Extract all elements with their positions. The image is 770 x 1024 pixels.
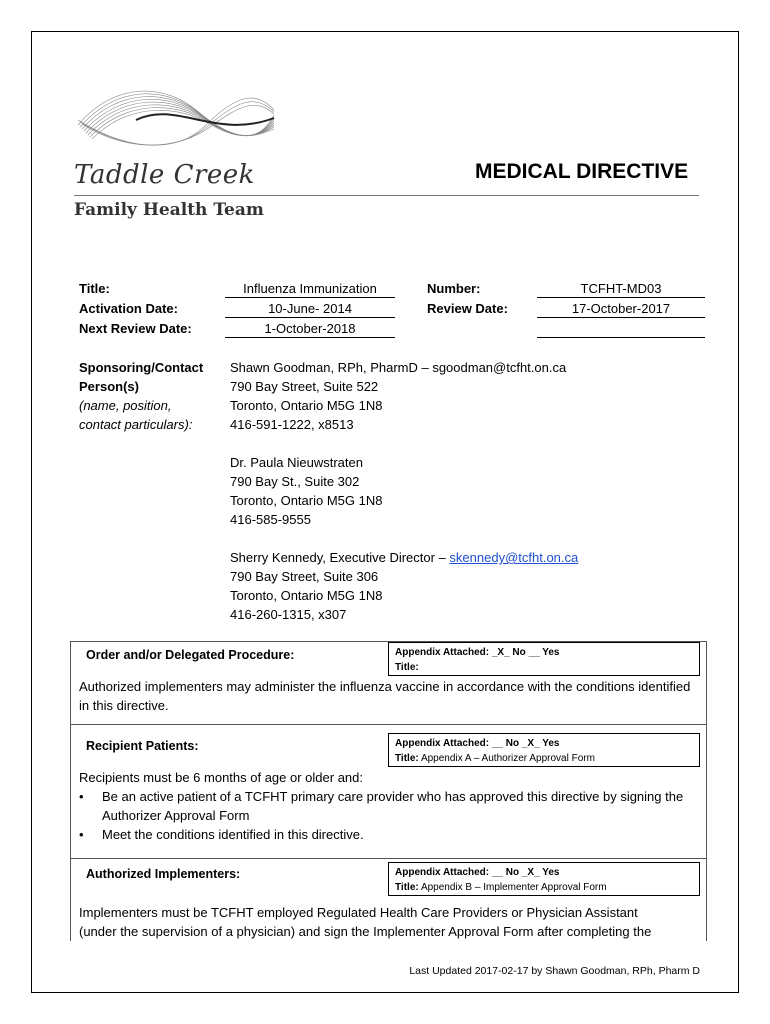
number-label: Number:: [427, 281, 481, 296]
activation-label: Activation Date:: [79, 301, 178, 316]
recipients-bullet-1-text: Be an active patient of a TCFHT primary care provider who has approved this directive by signing the Authorizer Approval Form: [102, 789, 684, 823]
contact-2-line-4: 416-585-9555: [230, 512, 311, 527]
bullet-icon: •: [79, 789, 84, 804]
order-appendix-line: Appendix Attached: _X_ No __ Yes: [395, 647, 560, 658]
activation-value: 10-June- 2014: [225, 300, 395, 318]
contact-3-line-3: Toronto, Ontario M5G 1N8: [230, 588, 383, 603]
implementers-appendix-title: [395, 880, 699, 895]
recipients-intro: Recipients must be 6 months of age or older and:: [79, 770, 363, 785]
contact-3-line-1: [230, 548, 578, 567]
recipients-heading: Recipient Patients:: [86, 739, 199, 753]
contact-1-line-4: 416-591-1222, x8513: [230, 417, 354, 432]
contact-2-line-3: Toronto, Ontario M5G 1N8: [230, 493, 383, 508]
implementers-title-value: Appendix B – Implementer Approval Form: [418, 882, 607, 893]
recipients-title-value: Appendix A – Authorizer Approval Form: [418, 753, 595, 764]
document-title: MEDICAL DIRECTIVE: [475, 160, 689, 183]
number-value: TCFHT-MD03: [537, 280, 705, 298]
implementers-appendix-line: Appendix Attached: __ No _X_ Yes: [395, 867, 560, 878]
review-value: 17-October-2017: [537, 300, 705, 318]
contact-2-line-2: 790 Bay St., Suite 302: [230, 474, 360, 489]
implementers-appendix-box: [388, 862, 700, 896]
order-heading: Order and/or Delegated Procedure:: [86, 648, 295, 662]
contact-label-1: Sponsoring/Contact: [79, 360, 204, 375]
document-page: [31, 31, 739, 993]
order-appendix-box: [388, 642, 700, 676]
recipients-appendix-title: [395, 751, 699, 766]
next-review-label: Next Review Date:: [79, 321, 192, 336]
section-divider-2: [70, 858, 707, 859]
logo-wave-icon: [76, 80, 276, 160]
contact-label-4: contact particulars):: [79, 417, 193, 432]
recipients-bullet-2-text: Meet the conditions identified in this directive.: [102, 827, 364, 842]
contact-label-2: Person(s): [79, 379, 139, 394]
contact-3-line-2: 790 Bay Street, Suite 306: [230, 569, 379, 584]
footer-text: Last Updated 2017-02-17 by Shawn Goodman, RPh, Pharm D: [409, 965, 700, 977]
contact-3-line-4: 416-260-1315, x307: [230, 607, 347, 622]
recipients-appendix-line: Appendix Attached: __ No _X_ Yes: [395, 738, 560, 749]
contact-1-line-1: Shawn Goodman, RPh, PharmD – sgoodman@tcfht.on.ca: [230, 360, 567, 375]
review-label: Review Date:: [427, 301, 508, 316]
title-value: Influenza Immunization: [225, 280, 395, 298]
recipients-title-label: Title:: [395, 753, 419, 764]
org-subtitle: Family Health Team: [74, 200, 264, 220]
contact-3-email-link[interactable]: skennedy@tcfht.on.ca: [449, 550, 579, 565]
implementers-heading: Authorized Implementers:: [86, 867, 241, 881]
implementers-title-label: Title:: [395, 882, 419, 893]
org-name: Taddle Creek: [74, 160, 255, 190]
blank-field: [537, 320, 705, 338]
contact-3-name: Sherry Kennedy, Executive Director –: [230, 550, 450, 565]
header-divider: [74, 195, 699, 196]
implementers-body-line-2: (under the supervision of a physician) and sign the Implementer Approval Form after completing the: [79, 924, 652, 939]
recipients-bullet-1: [79, 787, 719, 825]
recipients-bullet-2: [79, 825, 719, 844]
next-review-value: 1-October-2018: [225, 320, 395, 338]
bullet-icon: •: [79, 827, 84, 842]
contact-label-3: (name, position,: [79, 398, 172, 413]
section-divider-1: [70, 724, 707, 725]
order-appendix-title: Title:: [395, 662, 419, 673]
order-body: Authorized implementers may administer the influenza vaccine in accordance with the conditions identified in this directive.: [79, 679, 691, 713]
recipients-appendix-box: [388, 733, 700, 767]
contact-2-line-1: Dr. Paula Nieuwstraten: [230, 455, 363, 470]
contact-1-line-2: 790 Bay Street, Suite 522: [230, 379, 379, 394]
implementers-body-line-1: Implementers must be TCFHT employed Regulated Health Care Providers or Physician Assistant: [79, 905, 638, 920]
contact-1-line-3: Toronto, Ontario M5G 1N8: [230, 398, 383, 413]
title-label: Title:: [79, 281, 110, 296]
